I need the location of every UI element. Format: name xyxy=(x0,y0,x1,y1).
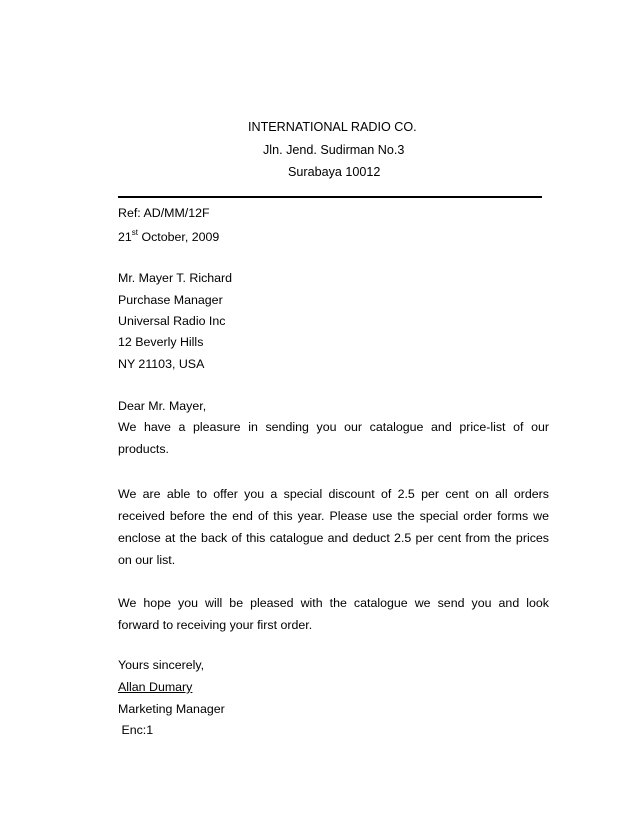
body-paragraph-2 xyxy=(118,483,549,571)
company-name: INTERNATIONAL RADIO CO. xyxy=(248,120,417,134)
body-paragraph-1 xyxy=(118,416,549,460)
recipient-company: Universal Radio Inc xyxy=(118,314,226,328)
paragraph-line: We have a pleasure in sending you our catalogue and price-list of our xyxy=(118,420,549,434)
paragraph-line: forward to receiving your first order. xyxy=(118,618,313,632)
paragraph-line: products. xyxy=(118,442,169,456)
reference-number: Ref: AD/MM/12F xyxy=(118,206,210,220)
date-day: 21 xyxy=(118,230,132,244)
signature-name: Allan Dumary xyxy=(118,680,193,694)
paragraph-line: on our list. xyxy=(118,553,176,567)
company-city: Surabaya 10012 xyxy=(288,165,381,179)
recipient-name: Mr. Mayer T. Richard xyxy=(118,271,233,285)
recipient-title: Purchase Manager xyxy=(118,293,223,307)
letter-date xyxy=(118,229,219,245)
salutation: Dear Mr. Mayer, xyxy=(118,399,207,413)
body-paragraph-3 xyxy=(118,592,549,636)
date-suffix: st xyxy=(131,227,139,237)
paragraph-line: We hope you will be pleased with the catalogue we send you and look xyxy=(118,596,549,610)
enclosure: Enc:1 xyxy=(118,723,154,737)
date-rest: October, 2009 xyxy=(138,230,220,244)
letterhead-divider xyxy=(118,196,542,198)
paragraph-line: enclose at the back of this catalogue and deduct 2.5 per cent from the prices xyxy=(118,531,549,545)
signature-title: Marketing Manager xyxy=(118,702,225,716)
recipient-address: 12 Beverly Hills xyxy=(118,335,204,349)
company-street: Jln. Jend. Sudirman No.3 xyxy=(263,143,405,157)
paragraph-line: We are able to offer you a special discount of 2.5 per cent on all orders xyxy=(118,487,549,501)
paragraph-line: received before the end of this year. Please use the special order forms we xyxy=(118,509,549,523)
recipient-city: NY 21103, USA xyxy=(118,357,205,371)
closing: Yours sincerely, xyxy=(118,658,205,672)
